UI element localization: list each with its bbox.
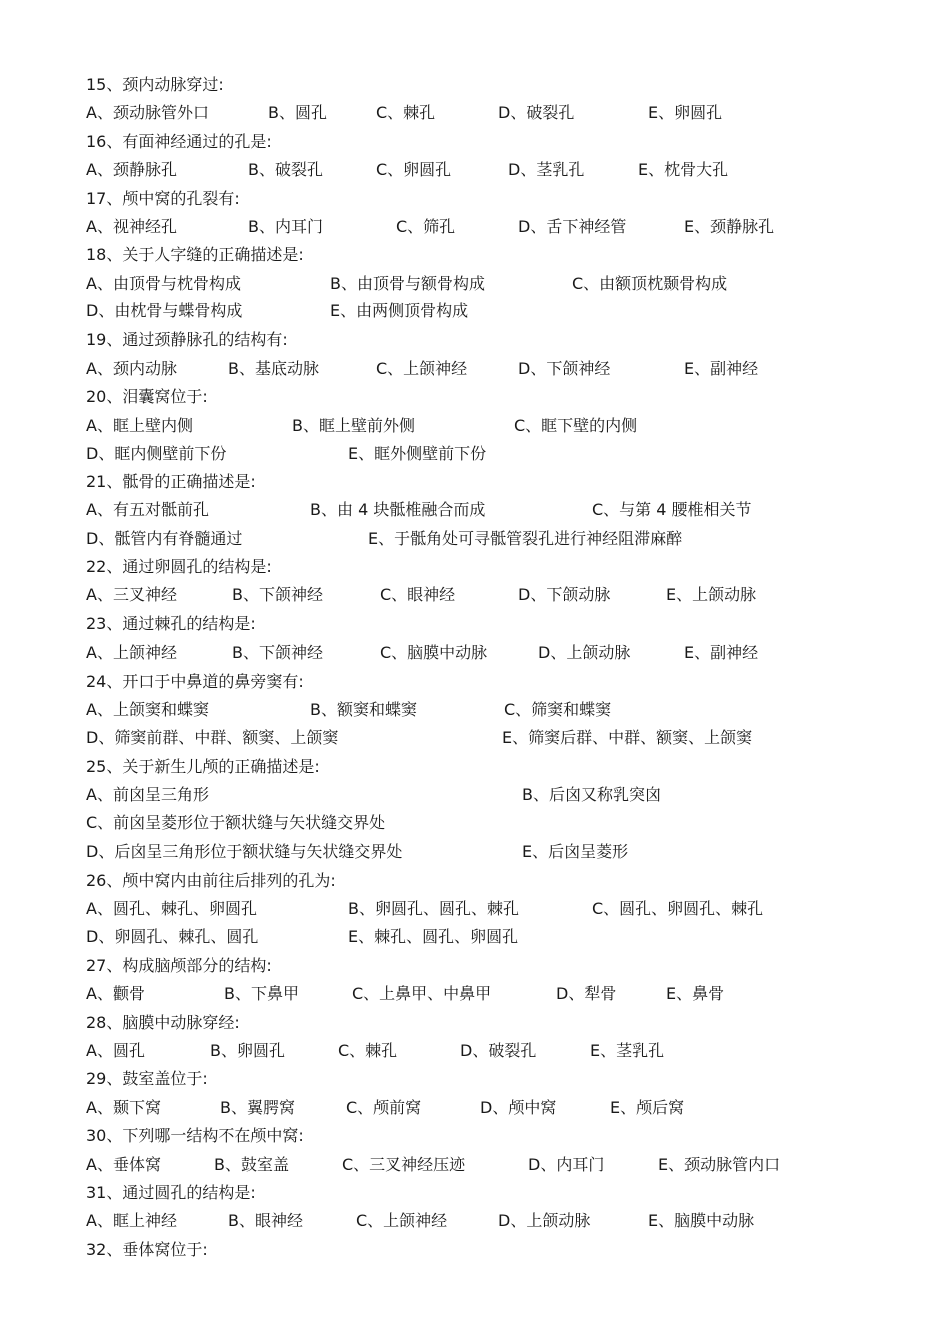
answer-option: C、由额顶枕颞骨构成: [572, 274, 728, 293]
answer-option: D、上颌动脉: [538, 643, 631, 662]
answer-option: D、破裂孔: [498, 103, 575, 122]
answer-option: C、棘孔: [338, 1041, 398, 1060]
answer-option: A、颈动脉管外口: [86, 103, 209, 122]
answer-option: E、颈动脉管内口: [658, 1155, 781, 1174]
answer-option: E、枕骨大孔: [638, 160, 729, 179]
option-row: [86, 782, 906, 808]
answer-option: B、下颌神经: [232, 643, 323, 662]
answer-option: B、后囟又称乳突囟: [522, 785, 661, 804]
option-row: [86, 896, 906, 922]
answer-option: C、三叉神经压迹: [342, 1155, 466, 1174]
answer-option: E、副神经: [684, 359, 759, 378]
answer-option: C、筛窦和蝶窦: [504, 700, 612, 719]
answer-option: A、颈静脉孔: [86, 160, 177, 179]
answer-option: C、卵圆孔: [376, 160, 452, 179]
answer-option: B、翼腭窝: [220, 1098, 295, 1117]
answer-option: A、由顶骨与枕骨构成: [86, 274, 241, 293]
answer-option: A、颧骨: [86, 984, 145, 1003]
answer-option: D、筛窦前群、中群、额窦、上颌窦: [86, 728, 339, 747]
answer-option: B、额窦和蝶窦: [310, 700, 417, 719]
answer-option: E、后囟呈菱形: [522, 842, 629, 861]
option-row: [86, 924, 906, 950]
question-stem: 24、开口于中鼻道的鼻旁窦有:: [86, 672, 304, 691]
answer-option: E、上颌动脉: [666, 585, 757, 604]
answer-option: D、下颌动脉: [518, 585, 611, 604]
question-stem: 23、通过棘孔的结构是:: [86, 614, 256, 633]
answer-option: D、后囟呈三角形位于额状缝与矢状缝交界处: [86, 842, 403, 861]
question-stem: 15、颈内动脉穿过:: [86, 75, 224, 94]
answer-option: B、破裂孔: [248, 160, 323, 179]
answer-option: C、颅前窝: [346, 1098, 422, 1117]
option-row: [86, 214, 906, 240]
option-row: [86, 640, 906, 666]
answer-option: B、圆孔: [268, 103, 327, 122]
answer-option: A、圆孔、棘孔、卵圆孔: [86, 899, 257, 918]
answer-option: D、卵圆孔、棘孔、圆孔: [86, 927, 259, 946]
answer-option: B、眶上壁前外侧: [292, 416, 415, 435]
option-row: [86, 356, 906, 382]
question-stem: 25、关于新生儿颅的正确描述是:: [86, 757, 320, 776]
answer-option: C、脑膜中动脉: [380, 643, 488, 662]
answer-option: E、茎乳孔: [590, 1041, 665, 1060]
answer-option: A、三叉神经: [86, 585, 177, 604]
answer-option: E、卵圆孔: [648, 103, 723, 122]
answer-option: A、有五对骶前孔: [86, 500, 209, 519]
answer-option: B、眼神经: [228, 1211, 303, 1230]
option-row: [86, 100, 906, 126]
answer-option: C、眶下壁的内侧: [514, 416, 638, 435]
answer-option: B、由顶骨与额骨构成: [330, 274, 485, 293]
answer-option: B、下颌神经: [232, 585, 323, 604]
option-row: [86, 271, 906, 297]
answer-option: A、上颌窦和蝶窦: [86, 700, 209, 719]
answer-option: B、卵圆孔、圆孔、棘孔: [348, 899, 519, 918]
option-row: [86, 839, 906, 865]
option-row: [86, 497, 906, 523]
question-stem: 18、关于人字缝的正确描述是:: [86, 245, 304, 264]
answer-option: E、颈静脉孔: [684, 217, 775, 236]
answer-option: C、与第 4 腰椎相关节: [592, 500, 752, 519]
answer-option: D、破裂孔: [460, 1041, 537, 1060]
answer-option: A、前囟呈三角形: [86, 785, 209, 804]
option-row: [86, 1095, 906, 1121]
question-stem: 32、垂体窝位于:: [86, 1240, 208, 1259]
answer-option: C、眼神经: [380, 585, 456, 604]
answer-option: E、由两侧顶骨构成: [330, 301, 469, 320]
question-stem: 16、有面神经通过的孔是:: [86, 132, 272, 151]
option-row: [86, 1208, 906, 1234]
option-row: [86, 157, 906, 183]
answer-option: E、脑膜中动脉: [648, 1211, 755, 1230]
question-stem: 26、颅中窝内由前往后排列的孔为:: [86, 871, 336, 890]
question-stem: 31、通过圆孔的结构是:: [86, 1183, 256, 1202]
question-stem: 21、骶骨的正确描述是:: [86, 472, 256, 491]
option-row: [86, 582, 906, 608]
question-stem: 20、泪囊窝位于:: [86, 387, 208, 406]
answer-option: D、骶管内有脊髓通过: [86, 529, 243, 548]
answer-option: B、下鼻甲: [224, 984, 299, 1003]
option-row: [86, 981, 906, 1007]
answer-option: D、下颌神经: [518, 359, 611, 378]
answer-option: D、眶内侧壁前下份: [86, 444, 227, 463]
answer-option: D、上颌动脉: [498, 1211, 591, 1230]
answer-option: D、由枕骨与蝶骨构成: [86, 301, 243, 320]
answer-option: D、犁骨: [556, 984, 617, 1003]
option-row: [86, 413, 906, 439]
answer-option: A、颈内动脉: [86, 359, 177, 378]
option-row: [86, 810, 906, 836]
answer-option: B、卵圆孔: [210, 1041, 285, 1060]
answer-option: B、内耳门: [248, 217, 323, 236]
answer-option: E、棘孔、圆孔、卵圆孔: [348, 927, 519, 946]
question-stem: 29、鼓室盖位于:: [86, 1069, 208, 1088]
option-row: [86, 1152, 906, 1178]
answer-option: C、上鼻甲、中鼻甲: [352, 984, 492, 1003]
option-row: [86, 1038, 906, 1064]
option-row: [86, 526, 906, 552]
option-row: [86, 298, 906, 324]
answer-option: B、鼓室盖: [214, 1155, 289, 1174]
answer-option: E、于骶角处可寻骶管裂孔进行神经阻滞麻醉: [368, 529, 683, 548]
option-row: [86, 725, 906, 751]
answer-option: C、上颌神经: [356, 1211, 448, 1230]
answer-option: C、圆孔、卵圆孔、棘孔: [592, 899, 764, 918]
answer-option: E、副神经: [684, 643, 759, 662]
answer-option: D、颅中窝: [480, 1098, 557, 1117]
answer-option: D、舌下神经管: [518, 217, 627, 236]
answer-option: E、鼻骨: [666, 984, 725, 1003]
answer-option: A、视神经孔: [86, 217, 177, 236]
answer-option: E、眶外侧壁前下份: [348, 444, 487, 463]
question-stem: 19、通过颈静脉孔的结构有:: [86, 330, 288, 349]
answer-option: A、颞下窝: [86, 1098, 161, 1117]
answer-option: D、内耳门: [528, 1155, 605, 1174]
answer-option: A、垂体窝: [86, 1155, 161, 1174]
answer-option: A、上颌神经: [86, 643, 177, 662]
answer-option: C、上颌神经: [376, 359, 468, 378]
answer-option: E、筛窦后群、中群、额窦、上颌窦: [502, 728, 753, 747]
answer-option: A、圆孔: [86, 1041, 145, 1060]
answer-option: C、前囟呈菱形位于额状缝与矢状缝交界处: [86, 813, 386, 832]
question-stem: 30、下列哪一结构不在颅中窝:: [86, 1126, 304, 1145]
answer-option: B、基底动脉: [228, 359, 319, 378]
answer-option: D、茎乳孔: [508, 160, 585, 179]
question-stem: 22、通过卵圆孔的结构是:: [86, 557, 272, 576]
answer-option: C、棘孔: [376, 103, 436, 122]
answer-option: A、眶上神经: [86, 1211, 177, 1230]
answer-option: A、眶上壁内侧: [86, 416, 193, 435]
option-row: [86, 441, 906, 467]
answer-option: B、由 4 块骶椎融合而成: [310, 500, 486, 519]
question-stem: 27、构成脑颅部分的结构:: [86, 956, 272, 975]
answer-option: E、颅后窝: [610, 1098, 685, 1117]
option-row: [86, 697, 906, 723]
question-stem: 28、脑膜中动脉穿经:: [86, 1013, 240, 1032]
question-stem: 17、颅中窝的孔裂有:: [86, 189, 240, 208]
answer-option: C、筛孔: [396, 217, 456, 236]
